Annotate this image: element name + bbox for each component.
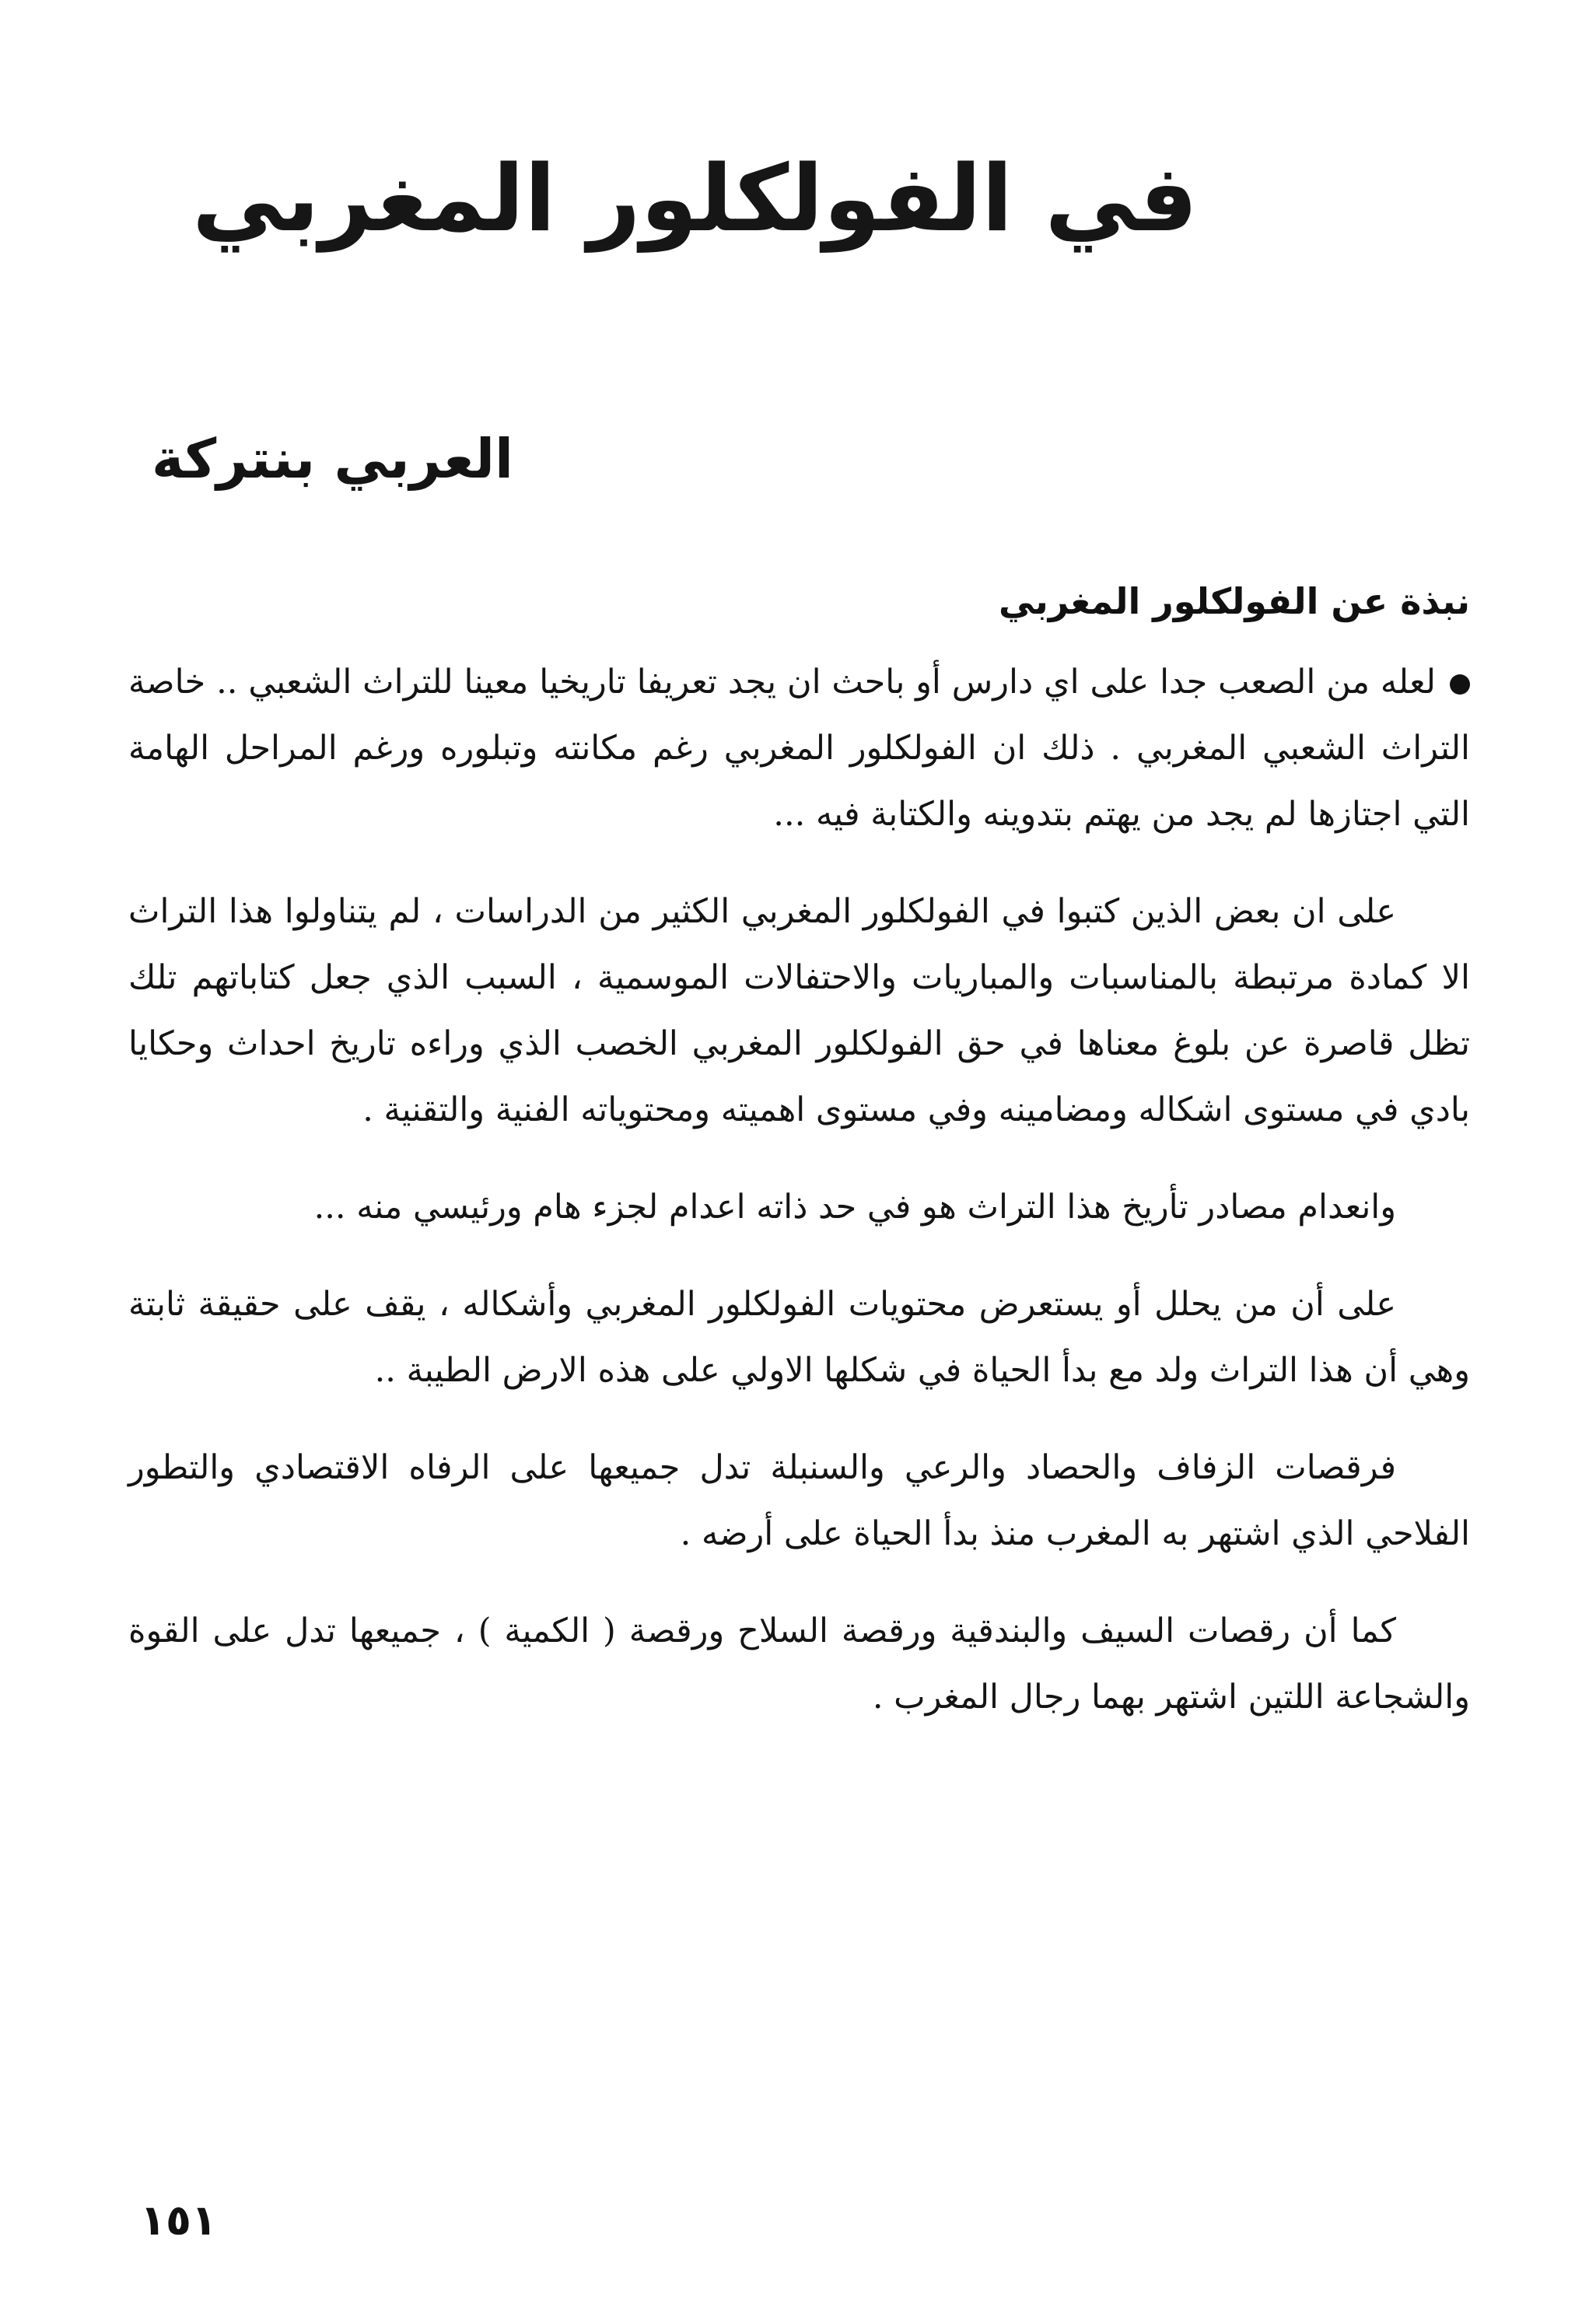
paragraph-1	[128, 649, 1470, 848]
paragraph-2-text: على ان بعض الذين كتبوا في الفولكلور المغربي الكثير من الدراسات ، لم يتناولوا هذا التراث الا كمادة مرتبطة بالمناسبات والمباريات والاحتفالات الموسمية ، السبب الذي جعل كتاباتهم تلك تظل قاصرة عن بلوغ معناها في حق الفولكلور المغربي الخصب الذي وراءه تاريخ احداث وحكايا بادي في مستوى اشكاله ومضامينه وفي مستوى اهميته ومحتوياته الفنية والتقنية .	[128, 892, 1470, 1129]
paragraph-1-text: لعله من الصعب جدا على اي دارس أو باحث ان يجد تعريفا تاريخيا معينا للتراث الشعبي .. خاصة التراث الشعبي المغربي . ذلك ان الفولكلور المغربي رغم مكانته وتبلوره ورغم المراحل الهامة التي اجتازها لم يجد من يهتم بتدوينه والكتابة فيه ...	[128, 663, 1470, 834]
article-title: في الفولكلور المغربي	[191, 145, 1198, 252]
article-body	[128, 649, 1470, 1762]
paragraph-3-text: وانعدام مصادر تأريخ هذا التراث هو في حد ذاته اعدام لجزء هام ورئيسي منه ...	[313, 1188, 1396, 1227]
page-number: ١٥١	[140, 2196, 217, 2245]
paragraph-5	[128, 1435, 1470, 1567]
paragraph-3	[128, 1174, 1470, 1241]
bullet-icon	[1450, 674, 1470, 695]
paragraph-4-text: على أن من يحلل أو يستعرض محتويات الفولكلور المغربي وأشكاله ، يقف على حقيقة ثابتة وهي أن هذا التراث ولد مع بدأ الحياة في شكلها الاولي على هذه الارض الطيبة ..	[128, 1285, 1470, 1390]
section-heading: نبذة عن الفولكلور المغربي	[998, 580, 1470, 622]
paragraph-5-text: فرقصات الزفاف والحصاد والرعي والسنبلة تدل جميعها على الرفاه الاقتصادي والتطور الفلاحي الذي اشتهر به المغرب منذ بدأ الحياة على أرضه .	[128, 1448, 1470, 1553]
paragraph-2	[128, 879, 1470, 1143]
paragraph-6	[128, 1598, 1470, 1731]
author-name: العربي بنتركة	[152, 427, 513, 491]
paragraph-6-text: كما أن رقصات السيف والبندقية ورقصة السلاح ورقصة ( الكمية ) ، جميعها تدل على القوة والشجاعة اللتين اشتهر بهما رجال المغرب .	[128, 1612, 1470, 1717]
paragraph-4	[128, 1272, 1470, 1404]
